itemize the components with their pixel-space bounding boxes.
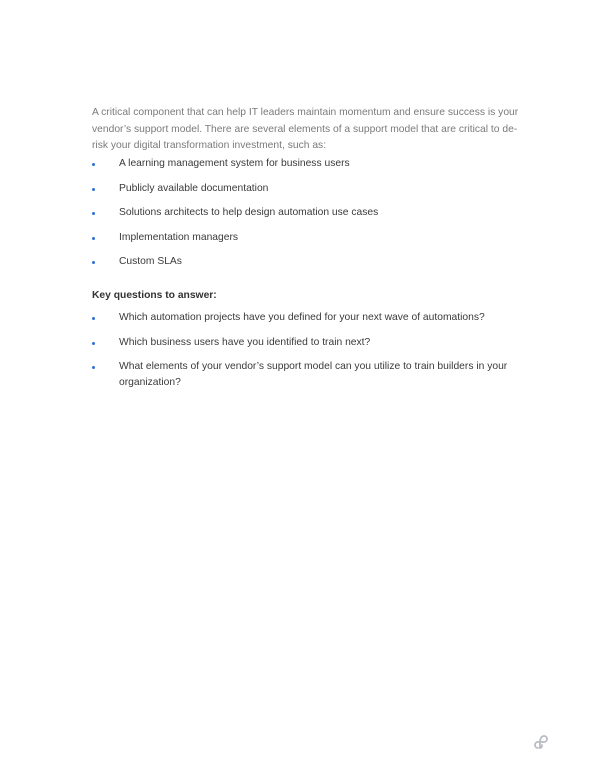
bullet-icon	[92, 212, 95, 215]
bullet-icon	[92, 261, 95, 264]
list-item: Publicly available documentation	[92, 181, 522, 197]
list-item: What elements of your vendor’s support model can you utilize to train builders in your organization?	[92, 359, 522, 391]
bullet-icon	[92, 366, 95, 369]
bullet-icon	[92, 342, 95, 345]
bullet-icon	[92, 317, 95, 320]
list-item: Solutions architects to help design automation use cases	[92, 205, 522, 221]
questions-list	[92, 310, 522, 400]
list-item: Which business users have you identified to train next?	[92, 335, 522, 351]
bullet-icon	[92, 163, 95, 166]
infinity-loop-logo-icon	[532, 732, 552, 752]
list-item: Implementation managers	[92, 230, 522, 246]
key-questions-heading: Key questions to answer:	[92, 290, 217, 301]
bullet-icon	[92, 237, 95, 240]
list-item: A learning management system for business users	[92, 156, 522, 172]
support-elements-list	[92, 156, 522, 279]
bullet-icon	[92, 188, 95, 191]
list-item: Custom SLAs	[92, 254, 522, 270]
intro-paragraph: A critical component that can help IT leaders maintain momentum and ensure success is your vendor’s support model. There are several elements of a support model that are critical to de-risk your digital transformation investment, such as:	[92, 107, 519, 152]
list-item: Which automation projects have you defined for your next wave of automations?	[92, 310, 522, 326]
